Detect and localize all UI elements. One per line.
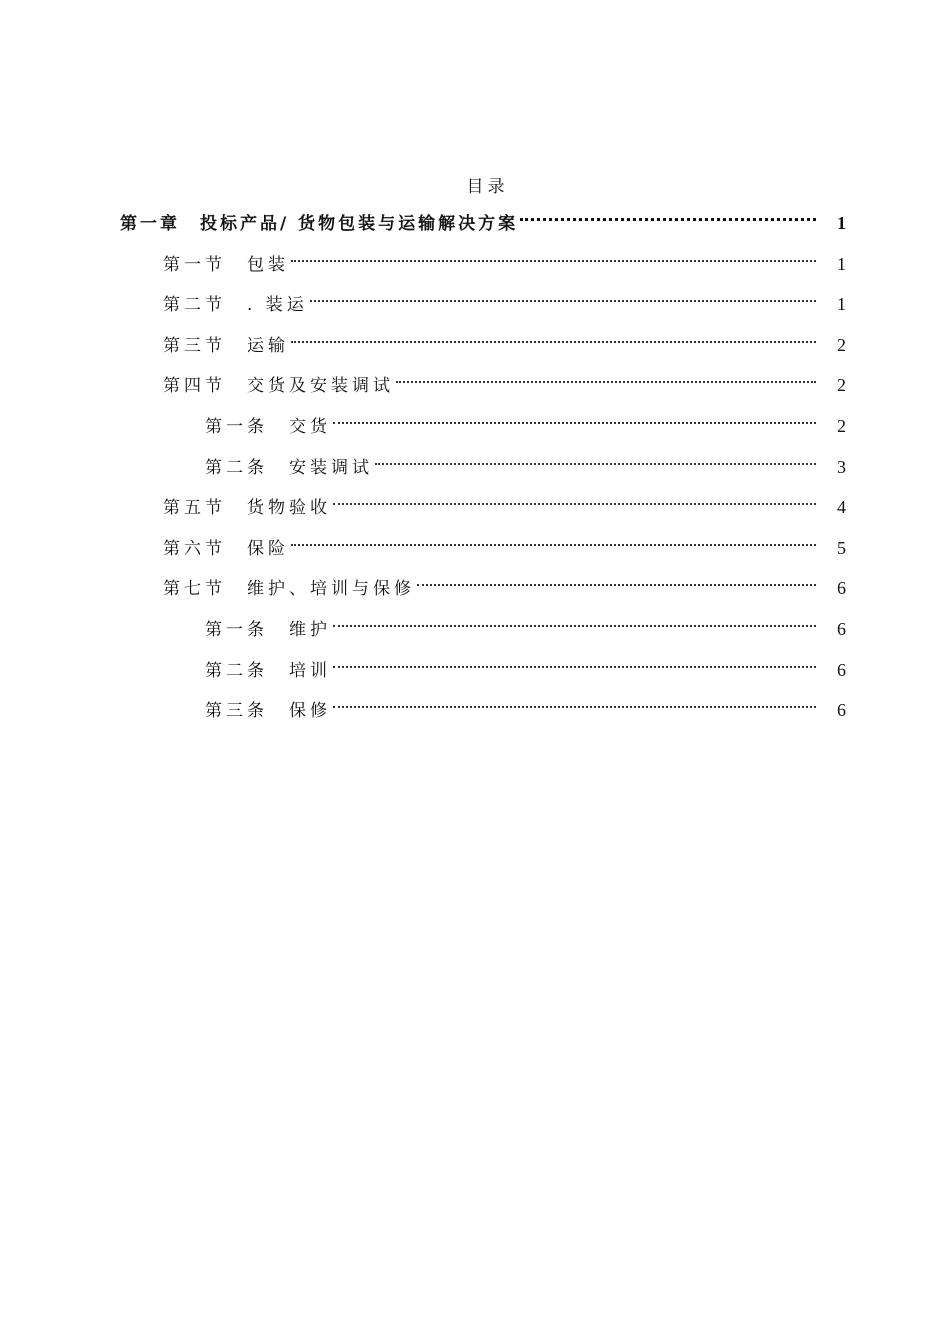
table-of-contents: [120, 203, 846, 731]
toc-entry-label: 第一条 维护: [205, 619, 331, 640]
toc-entry-page: 6: [837, 618, 846, 639]
toc-entry-page: 2: [837, 334, 846, 355]
toc-entry-page: 6: [837, 578, 846, 599]
toc-entry-label: 第一章 投标产品/ 货物包装与运输解决方案: [120, 214, 519, 234]
toc-entry[interactable]: [120, 406, 846, 447]
toc-entry[interactable]: [120, 487, 846, 528]
toc-entry-label: 第二条 安装调试: [205, 457, 373, 478]
toc-entry[interactable]: [120, 244, 846, 285]
toc-entry-label: 第六节 保险: [163, 538, 289, 559]
toc-entry[interactable]: [120, 528, 846, 569]
toc-entry-label: 第二条 培训: [205, 660, 331, 681]
toc-entry[interactable]: [120, 325, 846, 366]
dot-leader: [333, 503, 816, 505]
toc-entry[interactable]: [120, 365, 846, 406]
toc-entry-page: 5: [837, 537, 846, 558]
dot-leader: [375, 463, 816, 465]
dot-leader: [310, 300, 816, 302]
dot-leader: [291, 260, 816, 262]
toc-entry-label: 第三节 运输: [163, 335, 289, 356]
toc-entry[interactable]: [120, 203, 846, 244]
toc-entry[interactable]: [120, 650, 846, 691]
toc-title: 目录: [466, 177, 509, 197]
toc-entry-label: 第七节 维护、培训与保修: [163, 579, 415, 600]
toc-entry-page: 1: [837, 213, 846, 233]
toc-entry-page: 2: [837, 375, 846, 396]
dot-leader: [333, 706, 816, 708]
toc-entry[interactable]: [120, 447, 846, 488]
toc-entry-label: 第四节 交货及安装调试: [163, 376, 394, 397]
dot-leader: [520, 218, 816, 221]
toc-entry-label: 第三条 保修: [205, 701, 331, 722]
dot-leader: [333, 666, 816, 668]
toc-entry-label: 第一节 包装: [163, 254, 289, 275]
toc-entry-label: 第五节 货物验收: [163, 498, 331, 519]
dot-leader: [417, 584, 816, 586]
toc-entry-page: 6: [837, 700, 846, 721]
toc-entry[interactable]: [120, 568, 846, 609]
toc-entry-page: 4: [837, 497, 846, 518]
dot-leader: [396, 381, 816, 383]
toc-entry-page: 2: [837, 415, 846, 436]
toc-entry[interactable]: [120, 284, 846, 325]
toc-entry-page: 3: [837, 456, 846, 477]
toc-entry-page: 6: [837, 659, 846, 680]
toc-entry-label: 第一条 交货: [205, 416, 331, 437]
toc-entry-label: 第二节 . 装运: [163, 295, 308, 316]
toc-entry[interactable]: [120, 609, 846, 650]
dot-leader: [333, 625, 816, 627]
toc-entry-page: 1: [837, 253, 846, 274]
toc-entry-page: 1: [837, 294, 846, 315]
dot-leader: [333, 422, 816, 424]
dot-leader: [291, 544, 816, 546]
dot-leader: [291, 341, 816, 343]
toc-entry[interactable]: [120, 690, 846, 731]
